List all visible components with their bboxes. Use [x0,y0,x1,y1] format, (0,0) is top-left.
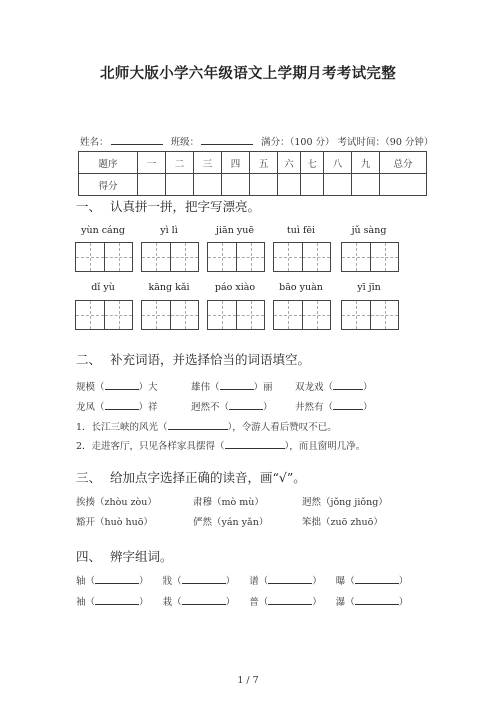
table-cell: 八 [324,152,352,174]
pinyin-label: jiān yuē [216,225,254,236]
fill-blank[interactable] [225,439,285,449]
fill-blank[interactable] [268,595,312,605]
pronunciation-item[interactable]: 豁开（huò huō） [76,517,153,528]
name-label: 姓名： [80,137,109,148]
fill-item [295,399,373,413]
pronunciation-item[interactable]: 俨然（yán yǎn） [193,517,269,528]
writing-box[interactable] [273,242,331,272]
pinyin-label: kāng kǎi [148,282,190,293]
section-3-heading [76,468,306,486]
question-text: ），令游人看后赞叹不已。 [227,422,337,433]
document-title: 北师大版小学六年级语文上学期月考考试完整 [100,65,396,82]
fill-item [295,379,373,393]
char-suffix: ） [139,576,149,587]
class-label: 班级： [170,137,200,148]
char-suffix: ） [398,597,409,608]
char-prefix: 袖（ [76,597,96,608]
char-prefix: 轴（ [76,576,96,587]
char-suffix: ） [398,576,409,587]
fill-item [191,379,273,393]
char-prefix: 戕（ [162,576,182,587]
fill-prefix: 雄伟（ [191,382,220,393]
fill-prefix: 规模（ [76,382,105,393]
exam-info [80,134,433,148]
question-text: ），而且窗明几净。 [284,441,366,452]
score-input-cell[interactable] [301,174,324,196]
fill-blank[interactable] [95,574,139,584]
table-cell: 二 [166,152,194,174]
section-number: 一、 [76,199,102,214]
pronunciation-item[interactable]: 笨拙（zuō zhuō） [302,517,383,528]
section-text: 补充词语，并选择恰当的词语填空。 [110,352,311,367]
writing-box[interactable] [341,242,399,272]
fill-blank[interactable] [182,574,226,584]
char-suffix: ） [312,597,322,608]
table-cell: 九 [352,152,380,174]
writing-box[interactable] [207,242,265,272]
section-text: 辨字组词。 [110,549,173,564]
char-suffix: ） [139,597,149,608]
word-group-row [76,594,408,608]
char-suffix: ） [312,576,322,587]
fill-blank[interactable] [95,595,139,605]
section-text: 给加点字选择正确的读音，画“√”。 [110,470,306,485]
name-blank[interactable] [111,135,163,145]
fill-blank[interactable] [105,400,139,410]
score-input-cell[interactable] [278,174,301,196]
fill-blank[interactable] [355,574,399,584]
score-input-cell[interactable] [166,174,194,196]
fill-item [76,399,158,413]
fill-blank[interactable] [333,380,363,390]
writing-box[interactable] [341,300,399,330]
pinyin-label: yùn cáng [81,225,125,236]
score-table [78,151,427,196]
score-input-cell[interactable] [222,174,250,196]
writing-box[interactable] [273,300,331,330]
score-input-cell[interactable] [380,174,427,196]
section-1-heading [76,197,260,215]
score-input-cell[interactable] [324,174,352,196]
fill-suffix: ） [263,402,273,413]
score-input-cell[interactable] [138,174,166,196]
char-prefix: 普（ [249,597,269,608]
question-1 [76,419,337,433]
score-input-cell[interactable] [194,174,222,196]
fill-suffix: ） [363,402,373,413]
pinyin-label: dǐ yù [91,282,115,293]
fill-prefix: 双龙戏（ [295,382,334,393]
table-cell: 四 [222,152,250,174]
score-time-info: 满分：（100 分） 考试时间：（90 分钟） [261,137,434,148]
fill-blank[interactable] [168,420,228,430]
word-group-row [76,573,408,587]
fill-suffix: ） [363,382,373,393]
table-cell: 得分 [79,174,138,196]
section-number: 三、 [76,470,102,485]
pronunciation-item[interactable]: 挨揍（zhòu zòu） [76,497,157,508]
char-suffix: ） [225,576,236,587]
fill-suffix: ）丽 [253,382,273,393]
fill-blank[interactable] [333,400,363,410]
score-input-cell[interactable] [250,174,278,196]
class-blank[interactable] [201,135,253,145]
fill-prefix: 龙凤（ [76,402,105,413]
pinyin-label: yī jīn [357,282,381,293]
table-cell: 总分 [380,152,427,174]
writing-box[interactable] [141,242,199,272]
table-cell: 五 [250,152,278,174]
section-4-heading [76,547,173,565]
fill-blank[interactable] [268,574,312,584]
fill-suffix: ）大 [138,382,158,393]
table-cell: 六 [278,152,301,174]
page-number: 1 / 7 [237,675,259,686]
writing-box[interactable] [75,300,133,330]
pinyin-label: tuì fēi [286,225,316,236]
fill-blank[interactable] [182,595,226,605]
section-2-heading [76,350,310,368]
fill-suffix: ）祥 [138,402,158,413]
question-text: 2．走进客厅，只见各样家具摆得（ [76,441,225,452]
table-cell: 一 [138,152,166,174]
pronunciation-item[interactable]: 迥然（jǒng jiǒng） [302,497,388,508]
fill-prefix: 井然有（ [295,402,334,413]
score-input-cell[interactable] [352,174,380,196]
fill-blank[interactable] [220,380,254,390]
table-cell: 题序 [79,152,138,174]
char-prefix: 曝（ [335,576,355,587]
writing-box[interactable] [75,242,133,272]
writing-box[interactable] [207,300,265,330]
score-header-row [79,152,427,174]
question-2 [76,438,365,452]
fill-blank[interactable] [229,400,263,410]
fill-prefix: 迥然不（ [191,402,230,413]
pinyin-label: jǔ sàng [351,225,387,236]
fill-item [191,399,273,413]
pinyin-label: páo xiào [214,282,256,293]
pronunciation-item[interactable]: 肃穆（mò mù） [193,497,264,508]
writing-box[interactable] [141,300,199,330]
fill-blank[interactable] [105,380,139,390]
char-suffix: ） [225,597,236,608]
table-cell: 七 [301,152,324,174]
fill-item [76,379,158,393]
section-number: 四、 [76,549,102,564]
table-cell: 三 [194,152,222,174]
pinyin-label: yì lì [160,225,178,236]
char-prefix: 瀑（ [335,597,355,608]
question-text: 1．长江三峡的风光（ [76,422,168,433]
score-value-row [79,174,427,196]
pinyin-label: bāo yuàn [279,282,323,293]
section-text: 认真拼一拼，把字写漂亮。 [110,199,261,214]
fill-blank[interactable] [355,595,399,605]
char-prefix: 谱（ [249,576,269,587]
char-prefix: 栽（ [162,597,182,608]
section-number: 二、 [76,352,102,367]
